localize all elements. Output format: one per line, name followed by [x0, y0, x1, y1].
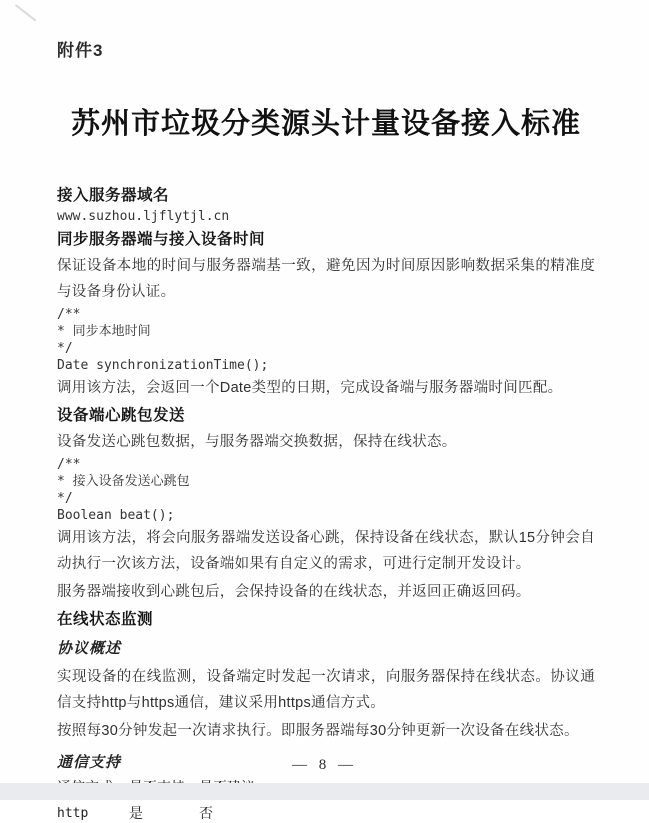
code-line: /** [57, 307, 81, 322]
table-cell: 否 [199, 805, 213, 821]
code-line: */ [57, 341, 73, 356]
sub-heading: 协议概述 [57, 641, 122, 657]
table-row [57, 800, 261, 823]
table-cell: http [57, 806, 89, 821]
section-heading: 同步服务器端与接入设备时间 [57, 231, 266, 248]
paragraph: 实现设备的在线监测，设备端定时发起一次请求，向服务器保持在线状态。协议通信支持http与https通信，建议采用https通信方式。 [57, 669, 595, 711]
paragraph: 设备发送心跳包数据，与服务器端交换数据，保持在线状态。 [57, 434, 457, 450]
paragraph: 保证设备本地的时间与服务器端基一致，避免因为时间原因影响数据采集的精准度与设备身份认证。 [57, 258, 595, 300]
table-cell: 是 [129, 805, 143, 821]
paragraph: 调用该方法，将会向服务器端发送设备心跳，保持设备在线状态，默认15分钟会自动执行一次该方法，设备端如果有自定义的需求，可进行定制开发设计。 [57, 530, 595, 572]
section-heading: 在线状态监测 [57, 611, 154, 628]
code-line: * 同步本地时间 [57, 324, 151, 339]
document-body [57, 186, 595, 823]
code-line: Boolean beat(); [57, 508, 175, 523]
photo-edge-strip [0, 783, 649, 800]
sub-heading: 通信支持 [57, 755, 122, 771]
paragraph: 服务器端接收到心跳包后，会保持设备的在线状态，并返回正确返回码。 [57, 584, 531, 600]
section-heading: 接入服务器域名 [57, 187, 170, 204]
page-number: — 8 — [292, 757, 357, 773]
document-title: 苏州市垃圾分类源头计量设备接入标准 [70, 108, 581, 140]
code-line: * 接入设备发送心跳包 [57, 474, 190, 489]
paragraph: 按照每30分钟发起一次请求执行。即服务器端每30分钟更新一次设备在线状态。 [57, 723, 579, 739]
section-heading: 设备端心跳包发送 [57, 407, 186, 424]
code-line: /** [57, 457, 81, 472]
attachment-label: 附件3 [57, 41, 104, 60]
code-line: */ [57, 491, 73, 506]
code-line: Date synchronizationTime(); [57, 358, 269, 373]
code-line: www.suzhou.ljflytjl.cn [57, 209, 230, 224]
paragraph: 调用该方法，会返回一个Date类型的日期，完成设备端与服务器端时间匹配。 [57, 380, 563, 396]
